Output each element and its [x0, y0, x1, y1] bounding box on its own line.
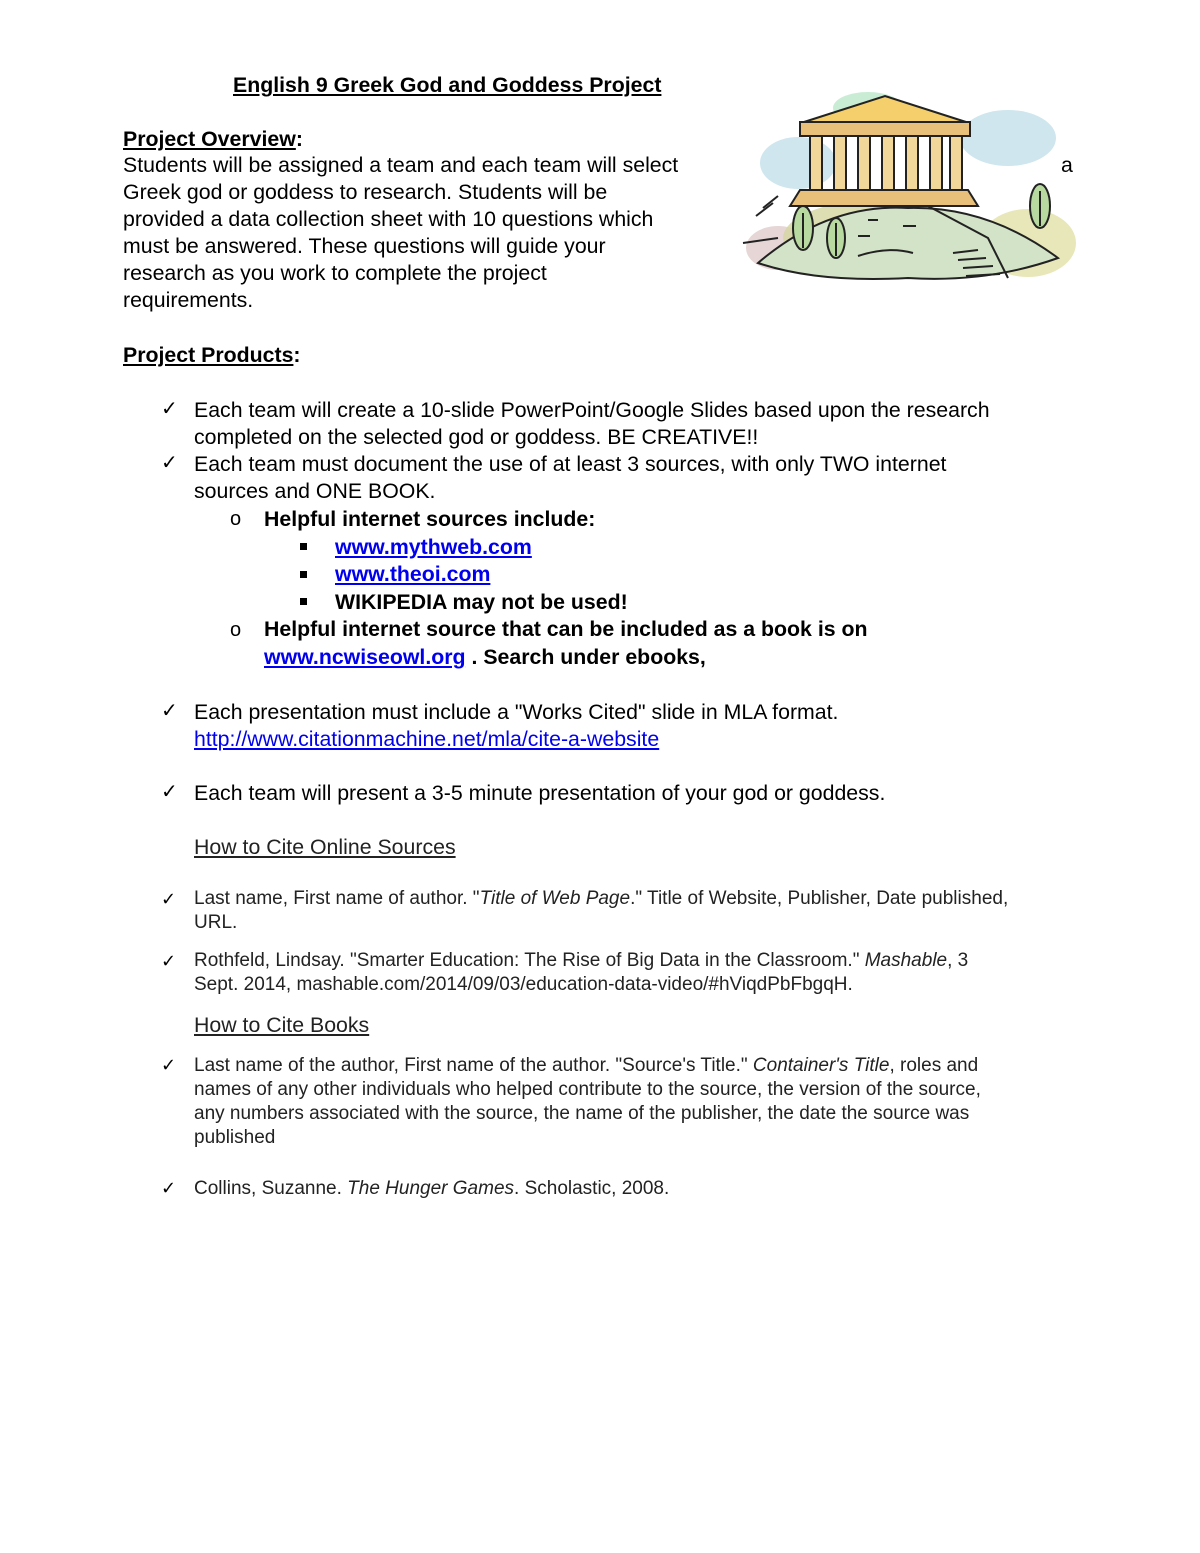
- helpful-sources-label: Helpful internet sources include:: [264, 507, 596, 531]
- square-bullet-icon: [300, 598, 307, 605]
- wikipedia-warning: WIKIPEDIA may not be used!: [335, 590, 628, 614]
- cite-online-format: Last name, First name of author. "Title of Web Page." Title of Website, Publisher, Date published, URL.: [194, 888, 1009, 933]
- overview-trailing-a: a: [1061, 153, 1073, 177]
- cite-books-heading: How to Cite Books: [194, 1013, 370, 1037]
- link-citationmachine[interactable]: http://www.citationmachine.net/mla/cite-a-website: [194, 727, 660, 751]
- book-source-line: Helpful internet source that can be included as a book is on: [264, 617, 868, 641]
- cite-books-example: Collins, Suzanne. The Hunger Games. Scholastic, 2008.: [194, 1178, 670, 1199]
- product-item-slides: Each team will create a 10-slide PowerPoint/Google Slides based upon the research completed on the selected god or goddess. BE CREATIVE!!: [194, 398, 990, 449]
- checkmark-icon: ✓: [161, 398, 178, 420]
- checkmark-icon: ✓: [161, 781, 178, 803]
- link-theoi[interactable]: www.theoi.com: [335, 562, 491, 586]
- checkmark-icon: ✓: [161, 1055, 177, 1075]
- product-item-sources: Each team must document the use of at least 3 sources, with only TWO internet sources and ONE BOOK.: [194, 452, 947, 503]
- overview-paragraph: Students will be assigned a team and each team will select Greek god or goddess to research. Students will be provided a data collection sheet with 10 questions which must be answered. These questions will guide your research as you work to complete the project requirements.: [123, 153, 679, 312]
- cite-books-format: Last name of the author, First name of the author. "Source's Title." Container's Title, roles and names of any other individuals who helped contribute to the source, the version of the source, any numbers associated with the source, the name of the publisher, the date the source was published: [194, 1055, 981, 1148]
- square-bullet-icon: [300, 571, 307, 578]
- page-title: English 9 Greek God and Goddess Project: [233, 73, 662, 97]
- checkmark-icon: ✓: [161, 889, 177, 909]
- checkmark-icon: ✓: [161, 1178, 177, 1198]
- checkmark-icon: ✓: [161, 700, 178, 722]
- checkmark-icon: ✓: [161, 951, 177, 971]
- cite-online-heading: How to Cite Online Sources: [194, 835, 456, 859]
- overview-heading: Project Overview:: [123, 127, 303, 151]
- greek-temple-clipart: [738, 88, 1078, 298]
- hollow-circle-bullet-icon: o: [230, 619, 242, 641]
- link-mythweb[interactable]: www.mythweb.com: [335, 535, 532, 559]
- hollow-circle-bullet-icon: o: [230, 508, 242, 530]
- cite-online-example: Rothfeld, Lindsay. "Smarter Education: The Rise of Big Data in the Classroom." Mashable, 3 Sept. 2014, mashable.com/2014/09/03/education-data-video/#hViqdPbFbgqH.: [194, 950, 969, 995]
- link-ncwiseowl[interactable]: www.ncwiseowl.org: [264, 645, 466, 669]
- checkmark-icon: ✓: [161, 452, 178, 474]
- link-theoi-row: [335, 561, 490, 588]
- products-heading: Project Products:: [123, 343, 301, 367]
- square-bullet-icon: [300, 543, 307, 550]
- product-item-works-cited: Each presentation must include a "Works Cited" slide in MLA format. http://www.citationmachine.net/mla/cite-a-website: [194, 700, 839, 751]
- book-source-link-row: www.ncwiseowl.org . Search under ebooks,: [264, 645, 706, 669]
- link-mythweb-row: [335, 534, 532, 561]
- product-item-presentation: Each team will present a 3-5 minute presentation of your god or goddess.: [194, 781, 886, 805]
